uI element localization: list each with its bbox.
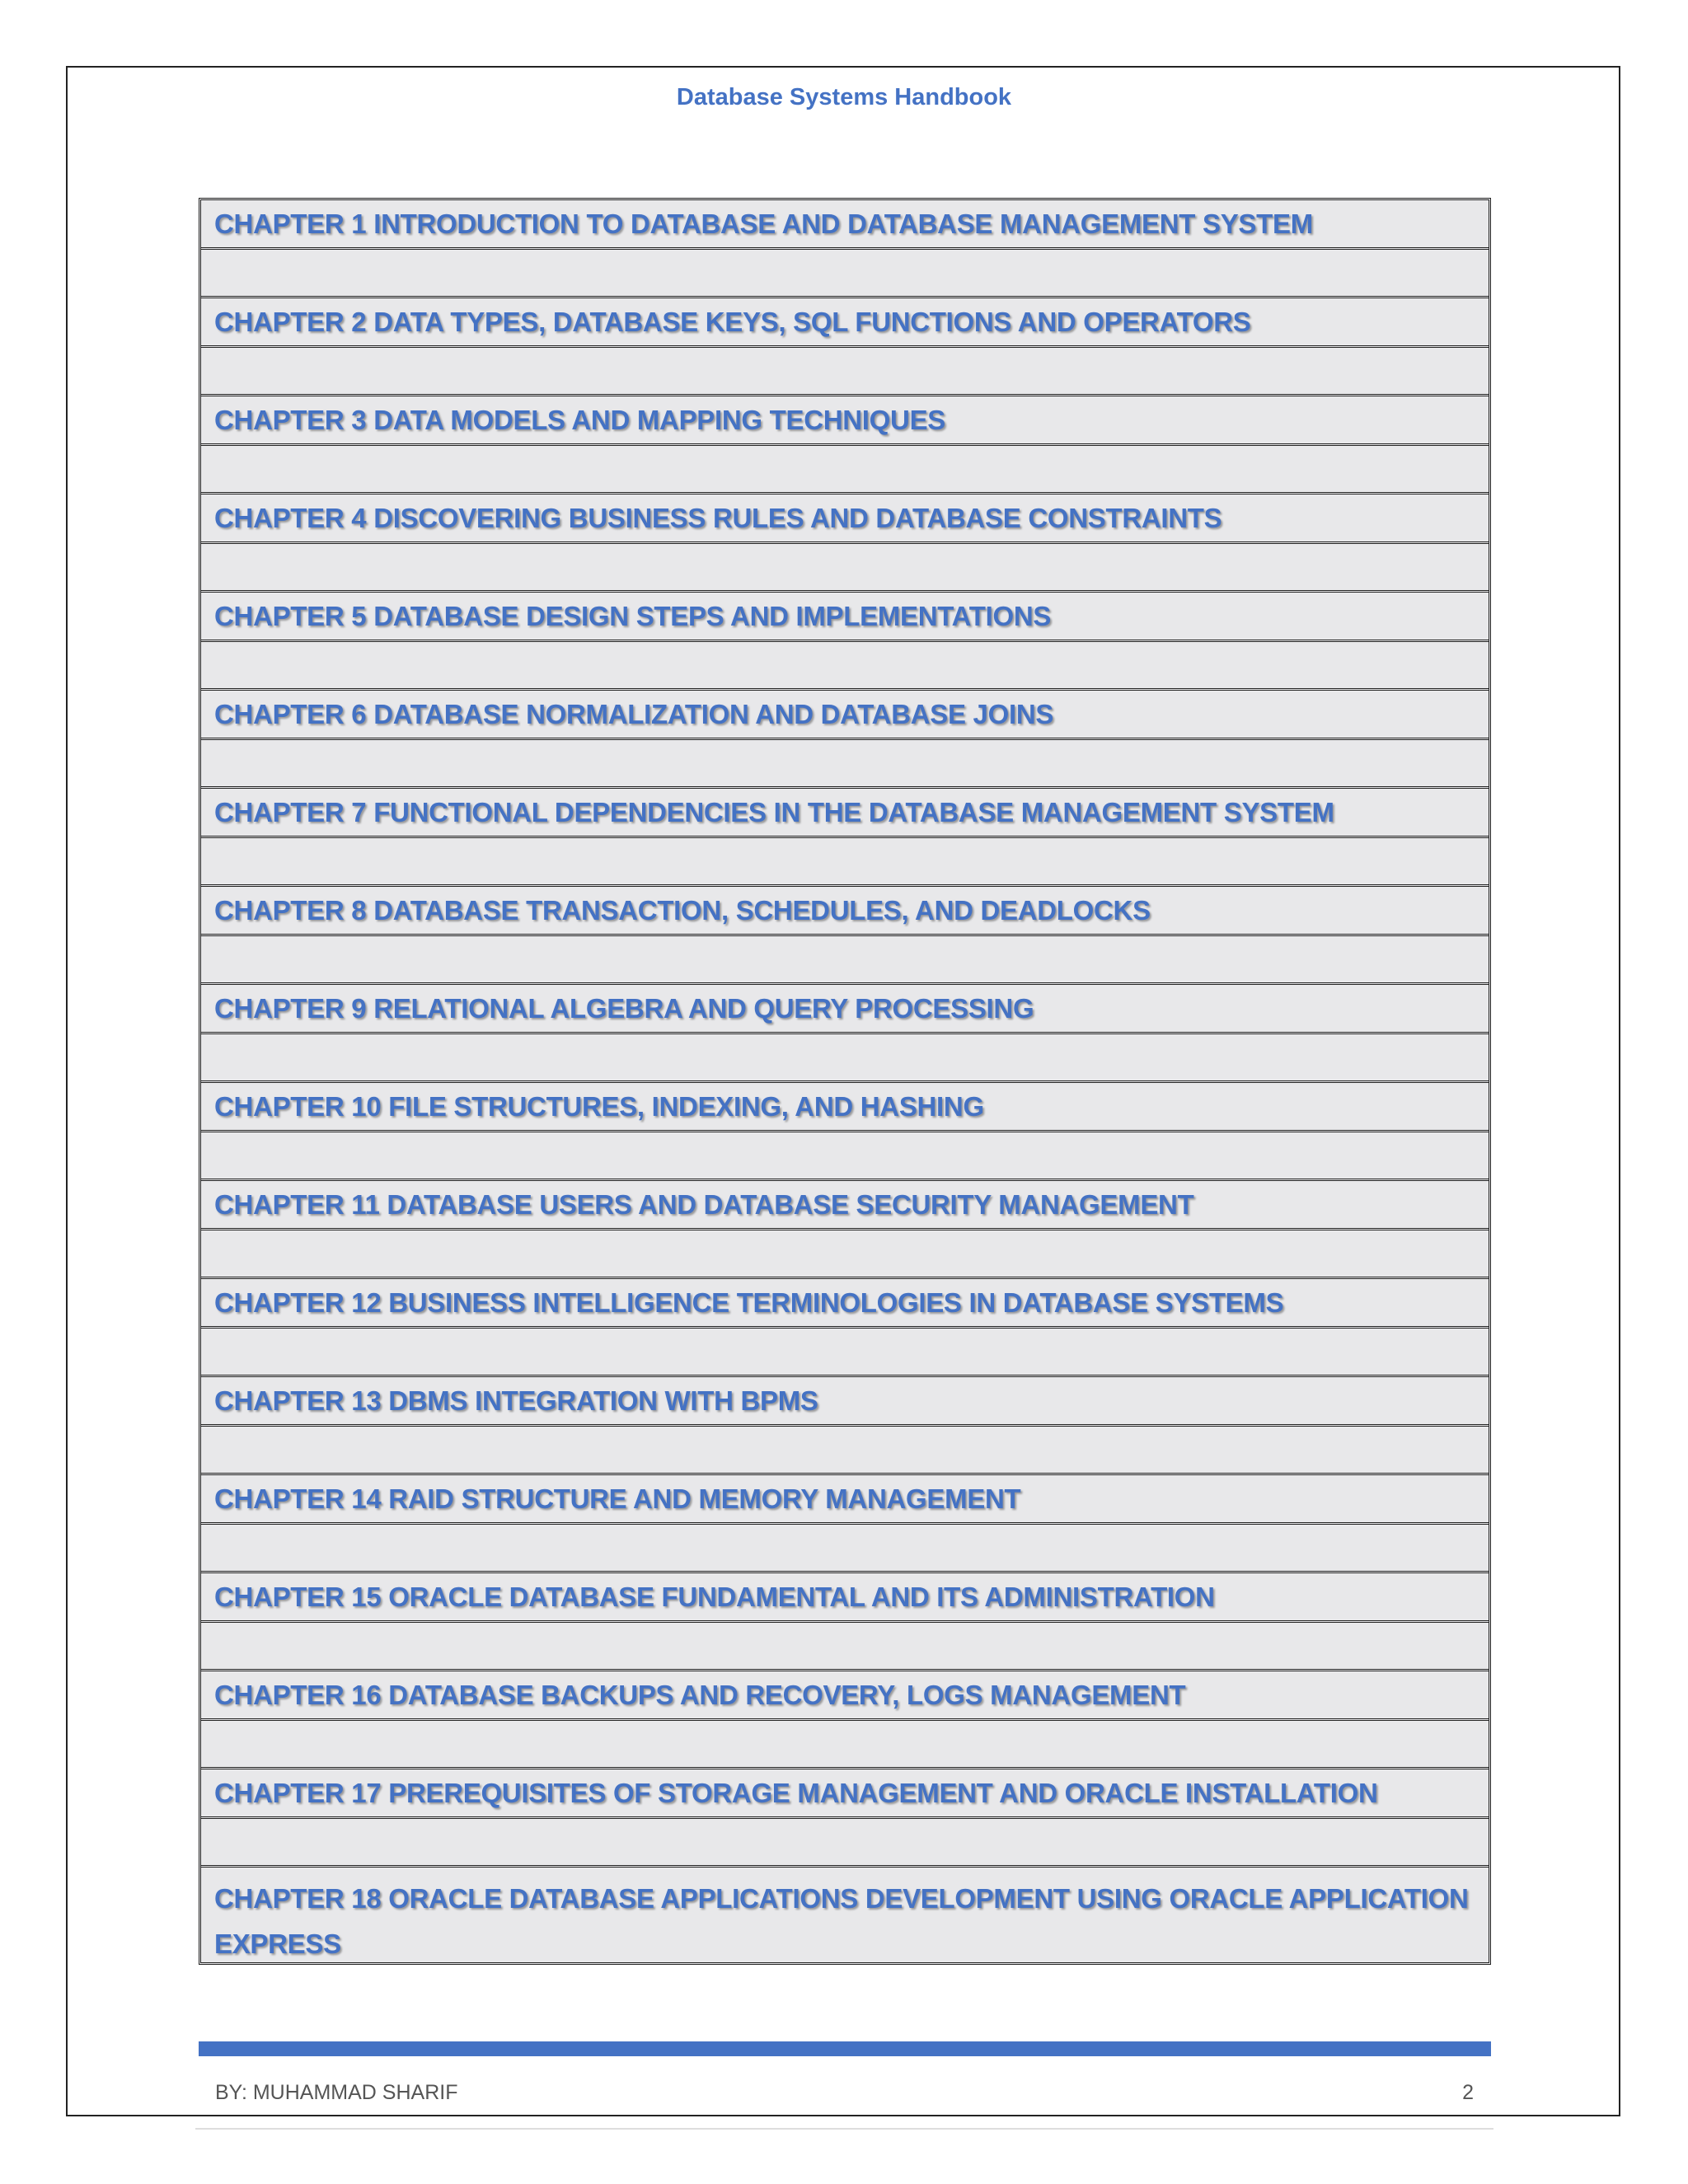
toc-spacer-row: [201, 1623, 1489, 1671]
footer-author: BY: MUHAMMAD SHARIF: [215, 2081, 458, 2104]
toc-entry-label: CHAPTER 7 FUNCTIONAL DEPENDENCIES IN THE DATABASE MANAGEMENT SYSTEM: [214, 797, 1334, 827]
table-of-contents: [199, 198, 1491, 1965]
toc-entry-label: CHAPTER 2 DATA TYPES, DATABASE KEYS, SQL FUNCTIONS AND OPERATORS: [214, 307, 1251, 337]
toc-entry-label: CHAPTER 4 DISCOVERING BUSINESS RULES AND DATABASE CONSTRAINTS: [214, 503, 1222, 533]
toc-entry-chapter-17[interactable]: [201, 1769, 1489, 1819]
toc-entry-label: CHAPTER 10 FILE STRUCTURES, INDEXING, AND HASHING: [214, 1091, 984, 1122]
toc-entry-label: CHAPTER 9 RELATIONAL ALGEBRA AND QUERY PROCESSING: [214, 993, 1034, 1024]
toc-entry-chapter-1[interactable]: [201, 200, 1489, 250]
toc-spacer-row: [201, 1427, 1489, 1475]
toc-entry-label: CHAPTER 15 ORACLE DATABASE FUNDAMENTAL AND ITS ADMINISTRATION: [214, 1582, 1215, 1612]
toc-entry-label: CHAPTER 6 DATABASE NORMALIZATION AND DATABASE JOINS: [214, 699, 1054, 729]
toc-entry-label: CHAPTER 8 DATABASE TRANSACTION, SCHEDULES, AND DEADLOCKS: [214, 895, 1151, 926]
toc-entry-chapter-4[interactable]: [201, 494, 1489, 544]
toc-spacer-row: [201, 936, 1489, 985]
toc-entry-label: CHAPTER 3 DATA MODELS AND MAPPING TECHNIQUES: [214, 405, 946, 435]
toc-spacer-row: [201, 544, 1489, 593]
toc-entry-label: CHAPTER 16 DATABASE BACKUPS AND RECOVERY, LOGS MANAGEMENT: [214, 1680, 1186, 1710]
toc-entry-chapter-15[interactable]: [201, 1573, 1489, 1623]
toc-entry-chapter-12[interactable]: [201, 1279, 1489, 1329]
toc-spacer-row: [201, 1034, 1489, 1083]
toc-entry-chapter-2[interactable]: [201, 298, 1489, 348]
toc-entry-chapter-9[interactable]: [201, 985, 1489, 1034]
toc-spacer-row: [201, 250, 1489, 298]
toc-spacer-row: [201, 1329, 1489, 1377]
toc-entry-chapter-5[interactable]: [201, 593, 1489, 642]
toc-entry-chapter-7[interactable]: [201, 789, 1489, 838]
toc-spacer-row: [201, 642, 1489, 691]
page-header-title: Database Systems Handbook: [676, 84, 1012, 110]
toc-entry-chapter-14[interactable]: [201, 1475, 1489, 1525]
toc-entry-label: CHAPTER 12 BUSINESS INTELLIGENCE TERMINOLOGIES IN DATABASE SYSTEMS: [214, 1287, 1284, 1318]
toc-entry-chapter-13[interactable]: [201, 1377, 1489, 1427]
bottom-divider: [195, 2128, 1493, 2130]
toc-spacer-row: [201, 740, 1489, 789]
toc-spacer-row: [201, 1721, 1489, 1769]
footer-accent-bar: [199, 2041, 1491, 2056]
toc-entry-label: CHAPTER 17 PREREQUISITES OF STORAGE MANAGEMENT AND ORACLE INSTALLATION: [214, 1778, 1378, 1808]
toc-entry-chapter-11[interactable]: [201, 1181, 1489, 1230]
toc-entry-label: CHAPTER 5 DATABASE DESIGN STEPS AND IMPLEMENTATIONS: [214, 601, 1052, 631]
toc-spacer-row: [201, 446, 1489, 494]
toc-spacer-row: [201, 1525, 1489, 1573]
toc-spacer-row: [201, 1230, 1489, 1279]
toc-entry-chapter-3[interactable]: [201, 396, 1489, 446]
toc-entry-label: CHAPTER 14 RAID STRUCTURE AND MEMORY MANAGEMENT: [214, 1483, 1021, 1514]
toc-spacer-row: [201, 348, 1489, 396]
toc-spacer-row: [201, 1132, 1489, 1181]
toc-entry-chapter-16[interactable]: [201, 1671, 1489, 1721]
toc-entry-chapter-8[interactable]: [201, 887, 1489, 936]
toc-entry-label: CHAPTER 13 DBMS INTEGRATION WITH BPMS: [214, 1385, 818, 1416]
toc-entry-label: CHAPTER 1 INTRODUCTION TO DATABASE AND DATABASE MANAGEMENT SYSTEM: [214, 209, 1313, 239]
toc-entry-chapter-6[interactable]: [201, 691, 1489, 740]
toc-entry-chapter-18[interactable]: [201, 1868, 1489, 1962]
toc-entry-label: CHAPTER 18 ORACLE DATABASE APPLICATIONS DEVELOPMENT USING ORACLE APPLICATION EXPRESS: [214, 1883, 1469, 1959]
toc-entry-chapter-10[interactable]: [201, 1083, 1489, 1132]
toc-spacer-row: [201, 1819, 1489, 1868]
toc-spacer-row: [201, 838, 1489, 887]
page-number: 2: [1462, 2081, 1474, 2104]
toc-entry-label: CHAPTER 11 DATABASE USERS AND DATABASE SECURITY MANAGEMENT: [214, 1189, 1194, 1220]
